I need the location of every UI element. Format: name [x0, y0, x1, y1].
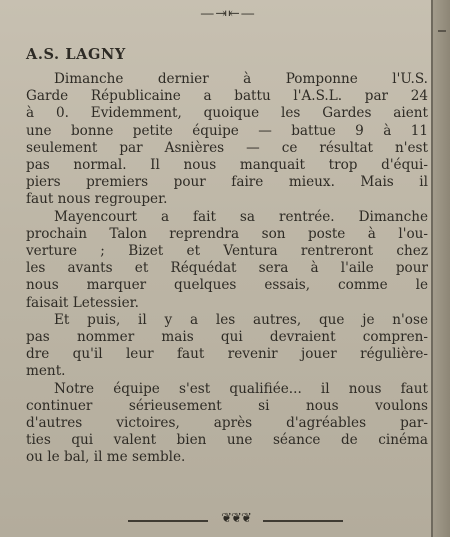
ornament-rule-left [128, 520, 208, 522]
article-heading: A.S. LAGNY [26, 46, 126, 63]
text-line: ment. [26, 363, 66, 380]
text-line: Et puis, il y a les autres, que je n'ose [54, 311, 428, 328]
text-line: ou le bal, il me semble. [26, 449, 186, 466]
article-body [26, 46, 428, 467]
adjacent-column-edge [433, 0, 450, 537]
column-edge-mark [438, 30, 446, 32]
text-line: une bonne petite équipe — battue 9 à 11 [26, 122, 428, 139]
text-line: les avants et Réquédat sera à l'aile pour [26, 260, 428, 277]
text-line: continuer sérieusement si nous voulons [26, 397, 428, 414]
text-line: prochain Talon reprendra son poste à l'ou- [26, 225, 428, 242]
text-line: Garde Républicaine a battu l'A.S.L. par 24 [26, 88, 428, 105]
text-line: Dimanche dernier à Pomponne l'U.S. [54, 71, 428, 87]
end-of-article-ornament [128, 513, 343, 527]
paragraph-1 [26, 71, 428, 209]
fleuron-icon: ❦❦❦ [221, 511, 251, 526]
column-divider [431, 0, 433, 537]
text-line: nous marquer quelques essais, comme le [26, 277, 428, 294]
text-line: faut nous regrouper. [26, 191, 168, 208]
text-line: ties qui valent bien une séance de cinéma [26, 432, 428, 449]
text-line: d'autres victoires, après d'agréables par- [26, 415, 428, 432]
paragraph-4 [26, 381, 428, 467]
text-line: piers premiers pour faire mieux. Mais il [26, 174, 428, 191]
text-line: faisait Letessier. [26, 294, 139, 311]
paragraph-2 [26, 209, 428, 312]
paragraph-3 [26, 312, 428, 381]
ornament-rule-right [263, 520, 343, 522]
text-line: pas nommer mais qui devraient compren- [26, 329, 428, 346]
text-line: seulement par Asnières — ce résultat n'est [26, 139, 428, 156]
top-ornament-icon: —⇥⇤— [200, 6, 256, 22]
text-line: à 0. Evidemment, quoique les Gardes aient [26, 105, 428, 122]
text-line: Mayencourt a fait sa rentrée. Dimanche [54, 208, 428, 225]
text-line: Notre équipe s'est qualifiée... il nous faut [54, 380, 428, 397]
text-line: dre qu'il leur faut revenir jouer régulière- [26, 346, 428, 363]
text-line: pas normal. Il nous manquait trop d'équi- [26, 157, 428, 174]
text-line: verture ; Bizet et Ventura rentreront chez [26, 243, 428, 260]
